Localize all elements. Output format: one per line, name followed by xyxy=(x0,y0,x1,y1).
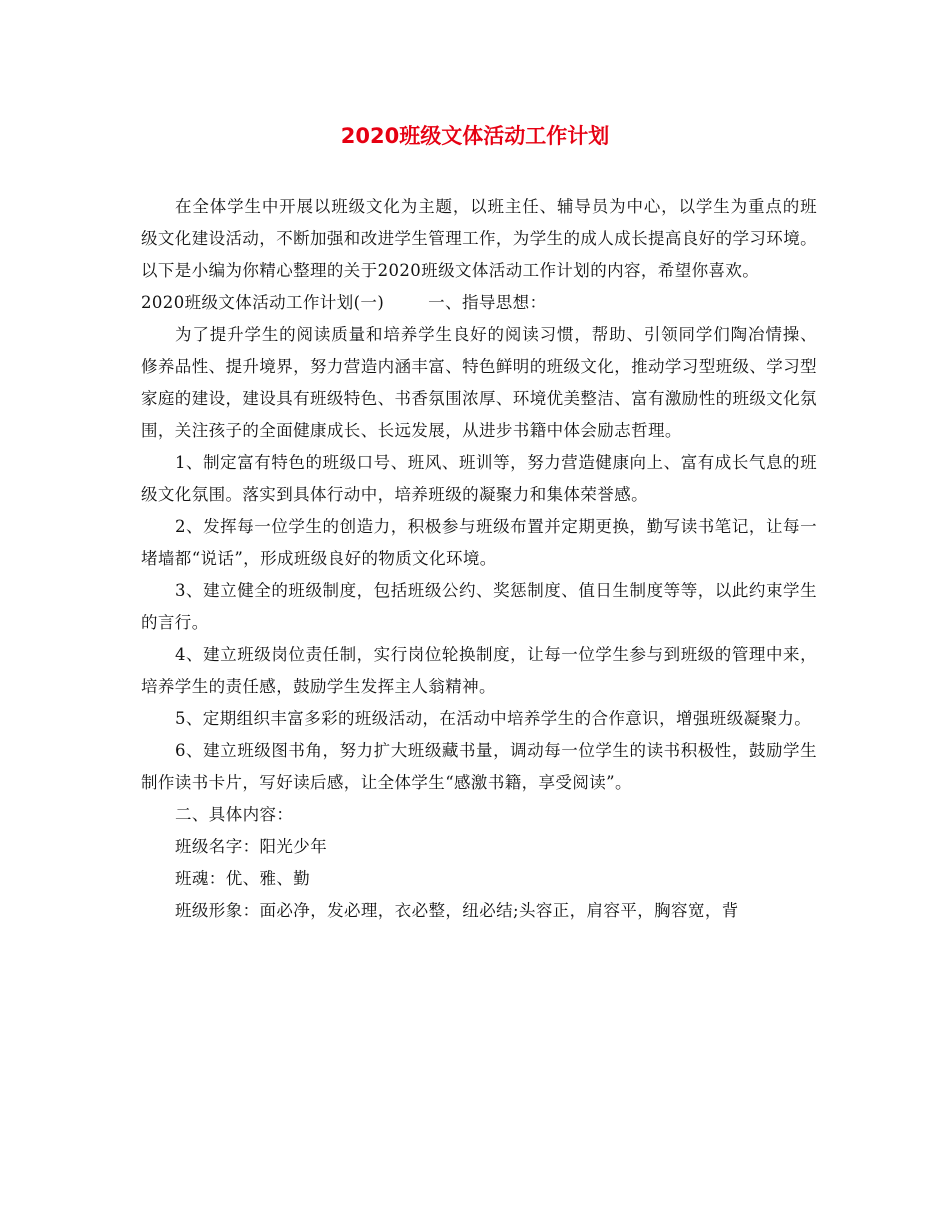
list-item: 5、定期组织丰富多彩的班级活动，在活动中培养学生的合作意识，增强班级凝聚力。 xyxy=(175,709,812,728)
list-item: 4、建立班级岗位责任制，实行岗位轮换制度，让每一位学生参与到班级的管理中来，培养学生的责任感，鼓励学生发挥主人翁精神。 xyxy=(141,645,817,696)
document-body xyxy=(141,191,817,927)
plan-heading-line xyxy=(141,287,817,319)
list-item: 2、发挥每一位学生的创造力，积极参与班级布置并定期更换，勤写读书笔记，让每一堵墙都“说话”，形成班级良好的物质文化环境。 xyxy=(141,517,817,568)
list-item: 6、建立班级图书角，努力扩大班级藏书量，调动每一位学生的读书积极性，鼓励学生制作读书卡片，写好读后感，让全体学生“感激书籍，享受阅读”。 xyxy=(141,741,817,792)
intro-paragraph: 在全体学生中开展以班级文化为主题，以班主任、辅导员为中心，以学生为重点的班级文化建设活动，不断加强和改进学生管理工作，为学生的成人成长提高良好的学习环境。以下是小编为你精心整理的关于2020班级文体活动工作计划的内容，希望你喜欢。 xyxy=(141,197,817,280)
class-name-line: 班级名字：阳光少年 xyxy=(175,837,328,856)
section-2-heading: 二、具体内容： xyxy=(175,805,294,824)
class-image-line: 班级形象：面必净，发必理，衣必整，纽必结;头容正，肩容平，胸容宽，背 xyxy=(175,901,739,920)
list-item: 1、制定富有特色的班级口号、班风、班训等，努力营造健康向上、富有成长气息的班级文化氛围。落实到具体行动中，培养班级的凝聚力和集体荣誉感。 xyxy=(141,453,817,504)
plan-heading: 2020班级文体活动工作计划(一) xyxy=(141,293,385,312)
guiding-paragraph: 为了提升学生的阅读质量和培养学生良好的阅读习惯，帮助、引领同学们陶冶情操、修养品性、提升境界，努力营造内涵丰富、特色鲜明的班级文化，推动学习型班级、学习型家庭的建设，建设具有班级特色、书香氛围浓厚、环境优美整洁、富有激励性的班级文化氛围，关注孩子的全面健康成长、长远发展，从进步书籍中体会励志哲理。 xyxy=(141,325,817,440)
document-title: 2020班级文体活动工作计划 xyxy=(340,124,610,148)
list-item: 3、建立健全的班级制度，包括班级公约、奖惩制度、值日生制度等等，以此约束学生的言行。 xyxy=(141,581,817,632)
class-soul-line: 班魂：优、雅、勤 xyxy=(175,869,311,888)
section-1-heading: 一、指导思想： xyxy=(428,293,547,312)
